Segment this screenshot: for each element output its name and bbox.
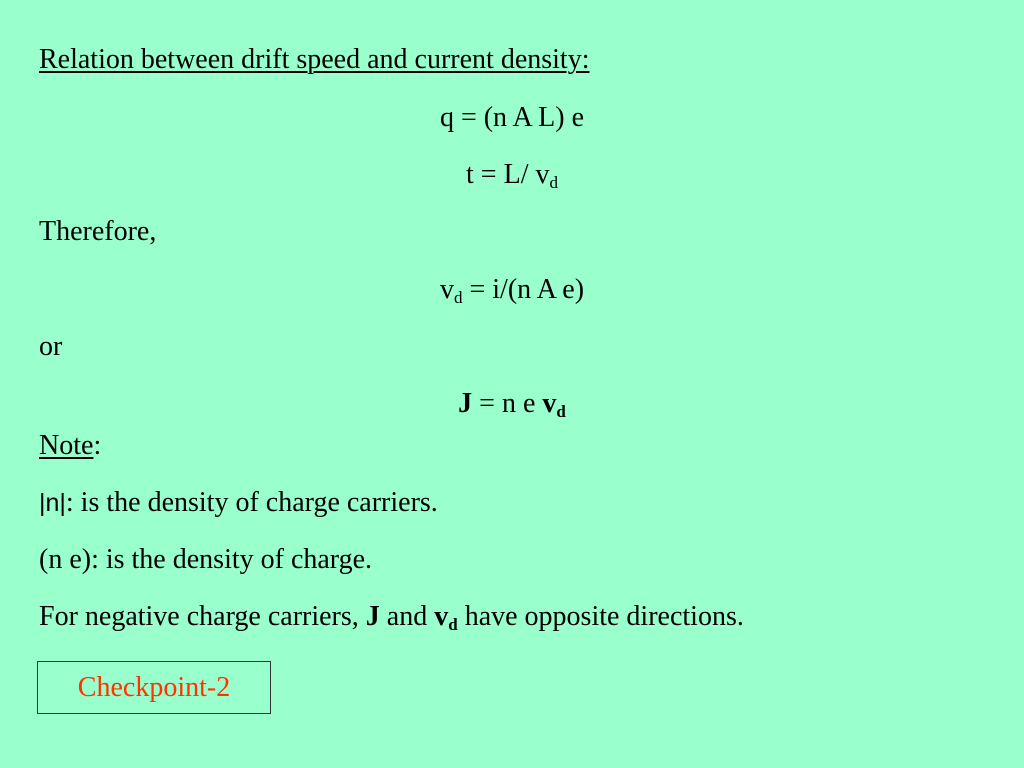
drift-velocity-vector-symbol: v [434, 601, 449, 632]
note-charge-density: (n e): is the density of charge. [39, 544, 373, 575]
or-text: or [39, 331, 63, 362]
equation-time [0, 158, 1024, 192]
note-label: Note [39, 430, 94, 461]
note-heading [39, 429, 101, 463]
note-carrier-density [39, 486, 438, 520]
n-magnitude-symbol: |n| [39, 489, 66, 517]
note-colon: : [93, 430, 102, 461]
drift-velocity-symbol: v [439, 274, 454, 305]
note-negative-and: and [379, 601, 435, 632]
drift-velocity-vector-symbol: v [542, 388, 557, 419]
checkpoint-label: Checkpoint-2 [77, 671, 231, 703]
section-heading: Relation between drift speed and current density: [39, 44, 590, 75]
therefore-text: Therefore, [39, 216, 157, 247]
subscript-d: d [453, 288, 463, 307]
current-density-symbol: J [365, 601, 380, 632]
equation-current-density-mid: = n e [472, 388, 543, 419]
current-density-symbol: J [458, 388, 473, 419]
equation-current-density [0, 387, 1024, 421]
equation-drift-speed [0, 273, 1024, 307]
note-negative-pre: For negative charge carriers, [39, 601, 366, 632]
subscript-d: d [549, 173, 558, 192]
note-carrier-density-text: : is the density of charge carriers. [65, 487, 438, 518]
note-negative-post: have opposite directions. [457, 601, 744, 632]
equation-time-lhs: t = L/ v [466, 159, 550, 190]
note-negative-carriers [39, 600, 744, 634]
equation-drift-speed-rhs: = i/(n A e) [462, 274, 585, 305]
checkpoint-button[interactable] [37, 661, 271, 714]
subscript-d: d [556, 402, 566, 421]
equation-charge: q = (n A L) e [439, 102, 585, 133]
subscript-d: d [448, 615, 458, 634]
